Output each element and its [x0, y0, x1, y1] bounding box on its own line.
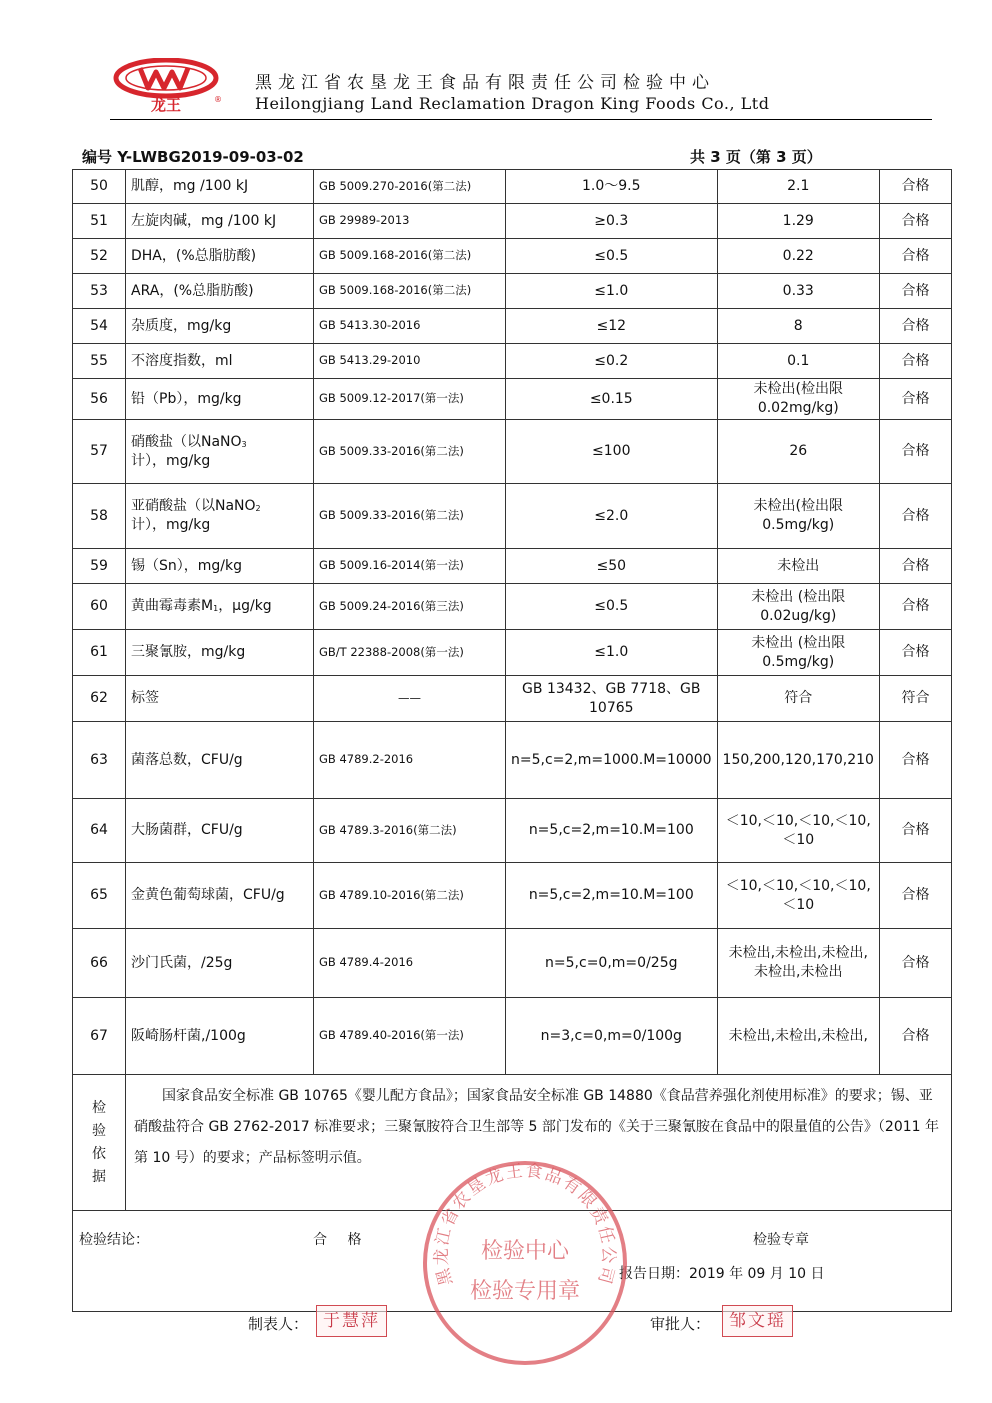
standard-value: ≤12: [506, 309, 718, 344]
test-method: GB 5009.168-2016(第二法): [314, 239, 506, 274]
row-number: 50: [73, 170, 126, 204]
row-number: 66: [73, 929, 126, 998]
conclusion-label: 检验结论：: [79, 1232, 149, 1248]
basis-label: 检 验 依 据: [73, 1075, 126, 1211]
row-number: 62: [73, 676, 126, 722]
table-row: [73, 484, 952, 549]
test-item: 金黄色葡萄球菌，CFU/g: [126, 863, 314, 929]
test-item: 大肠菌群，CFU/g: [126, 799, 314, 863]
company-name-en: Heilongjiang Land Reclamation Dragon King Foods Co., Ltd: [255, 94, 770, 113]
verdict: 合格: [879, 584, 951, 630]
test-item: 阪崎肠杆菌,/100g: [126, 998, 314, 1075]
table-row: [73, 420, 952, 484]
verdict: 合格: [879, 239, 951, 274]
conclusion-value: 合 格: [313, 1232, 370, 1248]
test-result: 未检出: [717, 549, 879, 584]
verdict: 合格: [879, 799, 951, 863]
test-method: GB 4789.3-2016(第二法): [314, 799, 506, 863]
company-logo: [108, 58, 228, 116]
verdict: 合格: [879, 170, 951, 204]
table-row: [73, 722, 952, 799]
test-item: ARA，(%总脂肪酸): [126, 274, 314, 309]
verdict: 符合: [879, 676, 951, 722]
standard-value: n=5,c=2,m=10.M=100: [506, 863, 718, 929]
seal-center-bottom: 检验专用章: [469, 1279, 581, 1304]
table-row: [73, 274, 952, 309]
standard-value: ≤0.15: [506, 379, 718, 420]
standard-value: n=5,c=2,m=10.M=100: [506, 799, 718, 863]
test-method: GB 5413.29-2010: [314, 344, 506, 379]
row-number: 54: [73, 309, 126, 344]
official-seal: [420, 1158, 630, 1368]
standard-value: ≤0.2: [506, 344, 718, 379]
table-row: [73, 799, 952, 863]
results-table: [72, 169, 952, 1312]
table-row: [73, 204, 952, 239]
standard-value: ≤100: [506, 420, 718, 484]
row-number: 63: [73, 722, 126, 799]
table-row: [73, 309, 952, 344]
test-result: 符合: [717, 676, 879, 722]
test-result: 未检出(检出限 0.02mg/kg): [717, 379, 879, 420]
test-result: 8: [717, 309, 879, 344]
test-method: GB 5009.16-2014(第一法): [314, 549, 506, 584]
row-number: 53: [73, 274, 126, 309]
test-method: GB 5009.24-2016(第三法): [314, 584, 506, 630]
standard-value: ≤1.0: [506, 630, 718, 676]
row-number: 59: [73, 549, 126, 584]
row-number: 51: [73, 204, 126, 239]
row-number: 67: [73, 998, 126, 1075]
test-result: 150,200,120,170,210: [717, 722, 879, 799]
test-result: 未检出,未检出,未检出,未检出,未检出: [717, 929, 879, 998]
test-item: 硝酸盐（以NaNO$_3$ 计），mg/kg: [126, 420, 314, 484]
verdict: 合格: [879, 309, 951, 344]
test-result: 26: [717, 420, 879, 484]
test-method: GB 4789.2-2016: [314, 722, 506, 799]
standard-value: ≤2.0: [506, 484, 718, 549]
approver-signature: 邹文瑶: [722, 1305, 793, 1337]
test-item: 菌落总数，CFU/g: [126, 722, 314, 799]
verdict: 合格: [879, 929, 951, 998]
test-item: 黄曲霉毒素$M_1$，μg/kg: [126, 584, 314, 630]
test-method: ——: [314, 676, 506, 722]
standard-value: ≤0.5: [506, 584, 718, 630]
basis-text: 国家食品安全标准 GB 10765《婴儿配方食品》；国家食品安全标准 GB 14880《食品营养强化剂使用标准》的要求；锡、亚硝酸盐符合 GB 2762-2017 标准要求；三聚氰胺符合卫生部等 5 部门发布的《关于三聚氰胺在食品中的限量值的公告》（2011 年第 10 号）的要求；产品标签明示值。: [126, 1075, 952, 1211]
verdict: 合格: [879, 420, 951, 484]
test-result: 未检出 (检出限 0.02ug/kg): [717, 584, 879, 630]
table-row: [73, 379, 952, 420]
standard-value: n=3,c=0,m=0/100g: [506, 998, 718, 1075]
standard-value: ≤0.5: [506, 239, 718, 274]
svg-text:®: ®: [214, 95, 222, 104]
test-method: GB 5009.33-2016(第二法): [314, 420, 506, 484]
table-row: [73, 344, 952, 379]
row-number: 52: [73, 239, 126, 274]
test-item: DHA，(%总脂肪酸): [126, 239, 314, 274]
table-row: [73, 239, 952, 274]
test-method: GB 4789.40-2016(第一法): [314, 998, 506, 1075]
test-method: GB 4789.4-2016: [314, 929, 506, 998]
test-result: 1.29: [717, 204, 879, 239]
test-item: 三聚氰胺，mg/kg: [126, 630, 314, 676]
svg-text:黑龙江省农垦龙王食品有限责任公司: [432, 1161, 618, 1287]
test-method: GB 29989-2013: [314, 204, 506, 239]
maker-signature: 于慧萍: [316, 1305, 387, 1337]
verdict: 合格: [879, 863, 951, 929]
table-row: [73, 584, 952, 630]
row-number: 64: [73, 799, 126, 863]
logo-text: 龙王: [150, 96, 182, 114]
row-number: 61: [73, 630, 126, 676]
verdict: 合格: [879, 379, 951, 420]
test-item: 标签: [126, 676, 314, 722]
standard-value: ≥0.3: [506, 204, 718, 239]
test-item: 肌醇，mg /100 kJ: [126, 170, 314, 204]
maker-label: 制表人：: [248, 1315, 309, 1333]
test-method: GB 5009.12-2017(第一法): [314, 379, 506, 420]
verdict: 合格: [879, 484, 951, 549]
verdict: 合格: [879, 998, 951, 1075]
verdict: 合格: [879, 630, 951, 676]
test-item: 锡（Sn），mg/kg: [126, 549, 314, 584]
standard-value: n=5,c=2,m=1000.M=10000: [506, 722, 718, 799]
seal-label: 检验专章: [753, 1232, 809, 1248]
seal-center-top: 检验中心: [480, 1239, 570, 1264]
row-number: 57: [73, 420, 126, 484]
table-row: [73, 630, 952, 676]
verdict: 合格: [879, 722, 951, 799]
table-row: [73, 929, 952, 998]
test-item: 铅（Pb），mg/kg: [126, 379, 314, 420]
test-result: 0.33: [717, 274, 879, 309]
table-row: [73, 863, 952, 929]
standard-value: 1.0～9.5: [506, 170, 718, 204]
standard-value: ≤50: [506, 549, 718, 584]
company-name-cn: 黑龙江省农垦龙王食品有限责任公司检验中心: [255, 73, 715, 93]
table-row: [73, 170, 952, 204]
test-result: 未检出(检出限 0.5mg/kg): [717, 484, 879, 549]
report-number: 编号 Y-LWBG2019-09-03-02: [82, 148, 304, 166]
standard-value: n=5,c=0,m=0/25g: [506, 929, 718, 998]
test-result: 0.1: [717, 344, 879, 379]
header-divider: [110, 119, 932, 120]
verdict: 合格: [879, 344, 951, 379]
table-row: [73, 998, 952, 1075]
test-method: GB/T 22388-2008(第一法): [314, 630, 506, 676]
standard-value: ≤1.0: [506, 274, 718, 309]
test-result: ＜10,＜10,＜10,＜10,＜10: [717, 799, 879, 863]
test-result: 未检出,未检出,未检出,: [717, 998, 879, 1075]
verdict: 合格: [879, 549, 951, 584]
test-item: 杂质度，mg/kg: [126, 309, 314, 344]
test-item: 不溶度指数，ml: [126, 344, 314, 379]
table-row: [73, 676, 952, 722]
seal-ring-text: 黑龙江省农垦龙王食品有限责任公司: [431, 1161, 619, 1288]
test-item: 亚硝酸盐（以NaNO$_2$ 计），mg/kg: [126, 484, 314, 549]
verdict: 合格: [879, 274, 951, 309]
row-number: 56: [73, 379, 126, 420]
page-info: 共 3 页（第 3 页）: [690, 148, 822, 166]
test-result: 2.1: [717, 170, 879, 204]
test-item: 左旋肉碱，mg /100 kJ: [126, 204, 314, 239]
standard-value: GB 13432、GB 7718、GB 10765: [506, 676, 718, 722]
test-method: GB 5009.270-2016(第二法): [314, 170, 506, 204]
test-result: 0.22: [717, 239, 879, 274]
test-method: GB 5009.168-2016(第二法): [314, 274, 506, 309]
table-row: [73, 549, 952, 584]
row-number: 65: [73, 863, 126, 929]
verdict: 合格: [879, 204, 951, 239]
test-result: ＜10,＜10,＜10,＜10,＜10: [717, 863, 879, 929]
row-number: 55: [73, 344, 126, 379]
test-result: 未检出 (检出限 0.5mg/kg): [717, 630, 879, 676]
approver-label: 审批人：: [650, 1315, 711, 1333]
row-number: 58: [73, 484, 126, 549]
report-date: 报告日期：2019 年 09 月 10 日: [619, 1266, 825, 1282]
test-method: GB 4789.10-2016(第二法): [314, 863, 506, 929]
test-item: 沙门氏菌，/25g: [126, 929, 314, 998]
row-number: 60: [73, 584, 126, 630]
test-method: GB 5009.33-2016(第二法): [314, 484, 506, 549]
test-method: GB 5413.30-2016: [314, 309, 506, 344]
